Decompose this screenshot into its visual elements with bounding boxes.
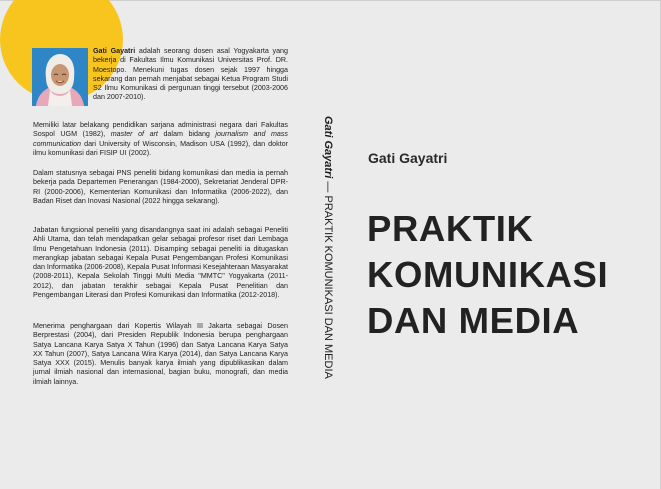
education-text-b: master of art xyxy=(110,130,158,139)
front-author-name: Gati Gayatri xyxy=(368,150,448,166)
education-paragraph xyxy=(33,121,288,158)
civil-service-paragraph: Dalam statusnya sebagai PNS peneliti bidang komunikasi dan media ia pernah bekerja pada Departemen Penerangan (1984-2000), Sekretariat Jenderal DPR-RI (2000-2006), Kementerian Komunikasi dan Informatika (2006-2022), dan Badan Riset dan Inovasi Nasional (2022 hingga sekarang). xyxy=(33,169,288,205)
author-photo xyxy=(32,48,88,106)
education-text-e: dari University of Wisconsin, Madison USA (1992), dan doktor ilmu komunikasi dari FISIP UI (2002). xyxy=(33,139,288,157)
awards-paragraph: Menerima penghargaan dari Kopertis Wilayah III Jakarta sebagai Dosen Berprestasi (2004), dari Presiden Republik Indonesia berupa penghargaan Satya Lancana Karya Satya X Tahun (1996) dan Satya Lancana Karya Satya XX Tahun (2007), Satya Lancana Wira Karya (2014), dan Satya Lancana Karya Satya XXX (2015). Menulis banyak karya ilmiah yang dipublikasikan dalam jurnal ilmiah nasional dan internasional, bagian buku, monografi, dan media ilmiah lainnya. xyxy=(33,322,288,386)
author-bio xyxy=(93,47,288,103)
education-text-d: journalism and mass communication xyxy=(33,130,289,148)
education-text-c: dalam bidang xyxy=(157,130,216,139)
spine-separator: — xyxy=(322,178,334,196)
bio-author-name: Gati Gayatri xyxy=(93,47,136,55)
spine-text xyxy=(317,116,339,379)
title-line-1: PRAKTIK xyxy=(367,208,534,249)
spine-title: PRAKTIK KOMUNIKASI DAN MEDIA xyxy=(322,195,334,379)
education-text-a: Memiliki latar belakang pendidikan sarjana administrasi negara dari Fakultas Sospol UGM (1982), xyxy=(33,121,288,139)
title-line-3: DAN MEDIA xyxy=(367,300,580,341)
researcher-paragraph: Jabatan fungsional peneliti yang disandangnya saat ini adalah sebagai Peneliti Ahli Utama, dan telah mendapatkan gelar sebagai profesor riset dari Lembaga Ilmu Pengetahuan Indonesia (2011). Disamping sebagai peneliti ia ditugaskan merangkap jabatan sebagai Kepala Pusat Pengembangan Profesi Komunikasi dan Informatika (2006-2008), Kepala Pusat Informasi Kesejahteraan Masyarakat (2008-2011), Kepala Sekolah Tinggi Multi Media "MMTC" Yogyakarta (2011-2012), dan jabatan terakhir sebagai Kepala Pusat Penelitian dan Pengembangan Literasi dan Profesi Komunikasi dan Informatika (2012-2018). xyxy=(33,226,288,299)
title-line-2: KOMUNIKASI xyxy=(367,254,609,295)
spine-author: Gati Gayatri xyxy=(322,116,334,179)
bio-text: adalah seorang dosen asal Yogyakarta yang bekerja di Fakultas Ilmu Komunikasi Universitas Prof. DR. Moestopo. Menekuni tugas dosen sejak 1997 hingga sekarang dan pernah menjabat sebagai Ketua Program Studi S2 Ilmu Komunikasi di perguruan tinggi tersebut (2003-2006 dan 2007-2010). xyxy=(93,47,289,102)
